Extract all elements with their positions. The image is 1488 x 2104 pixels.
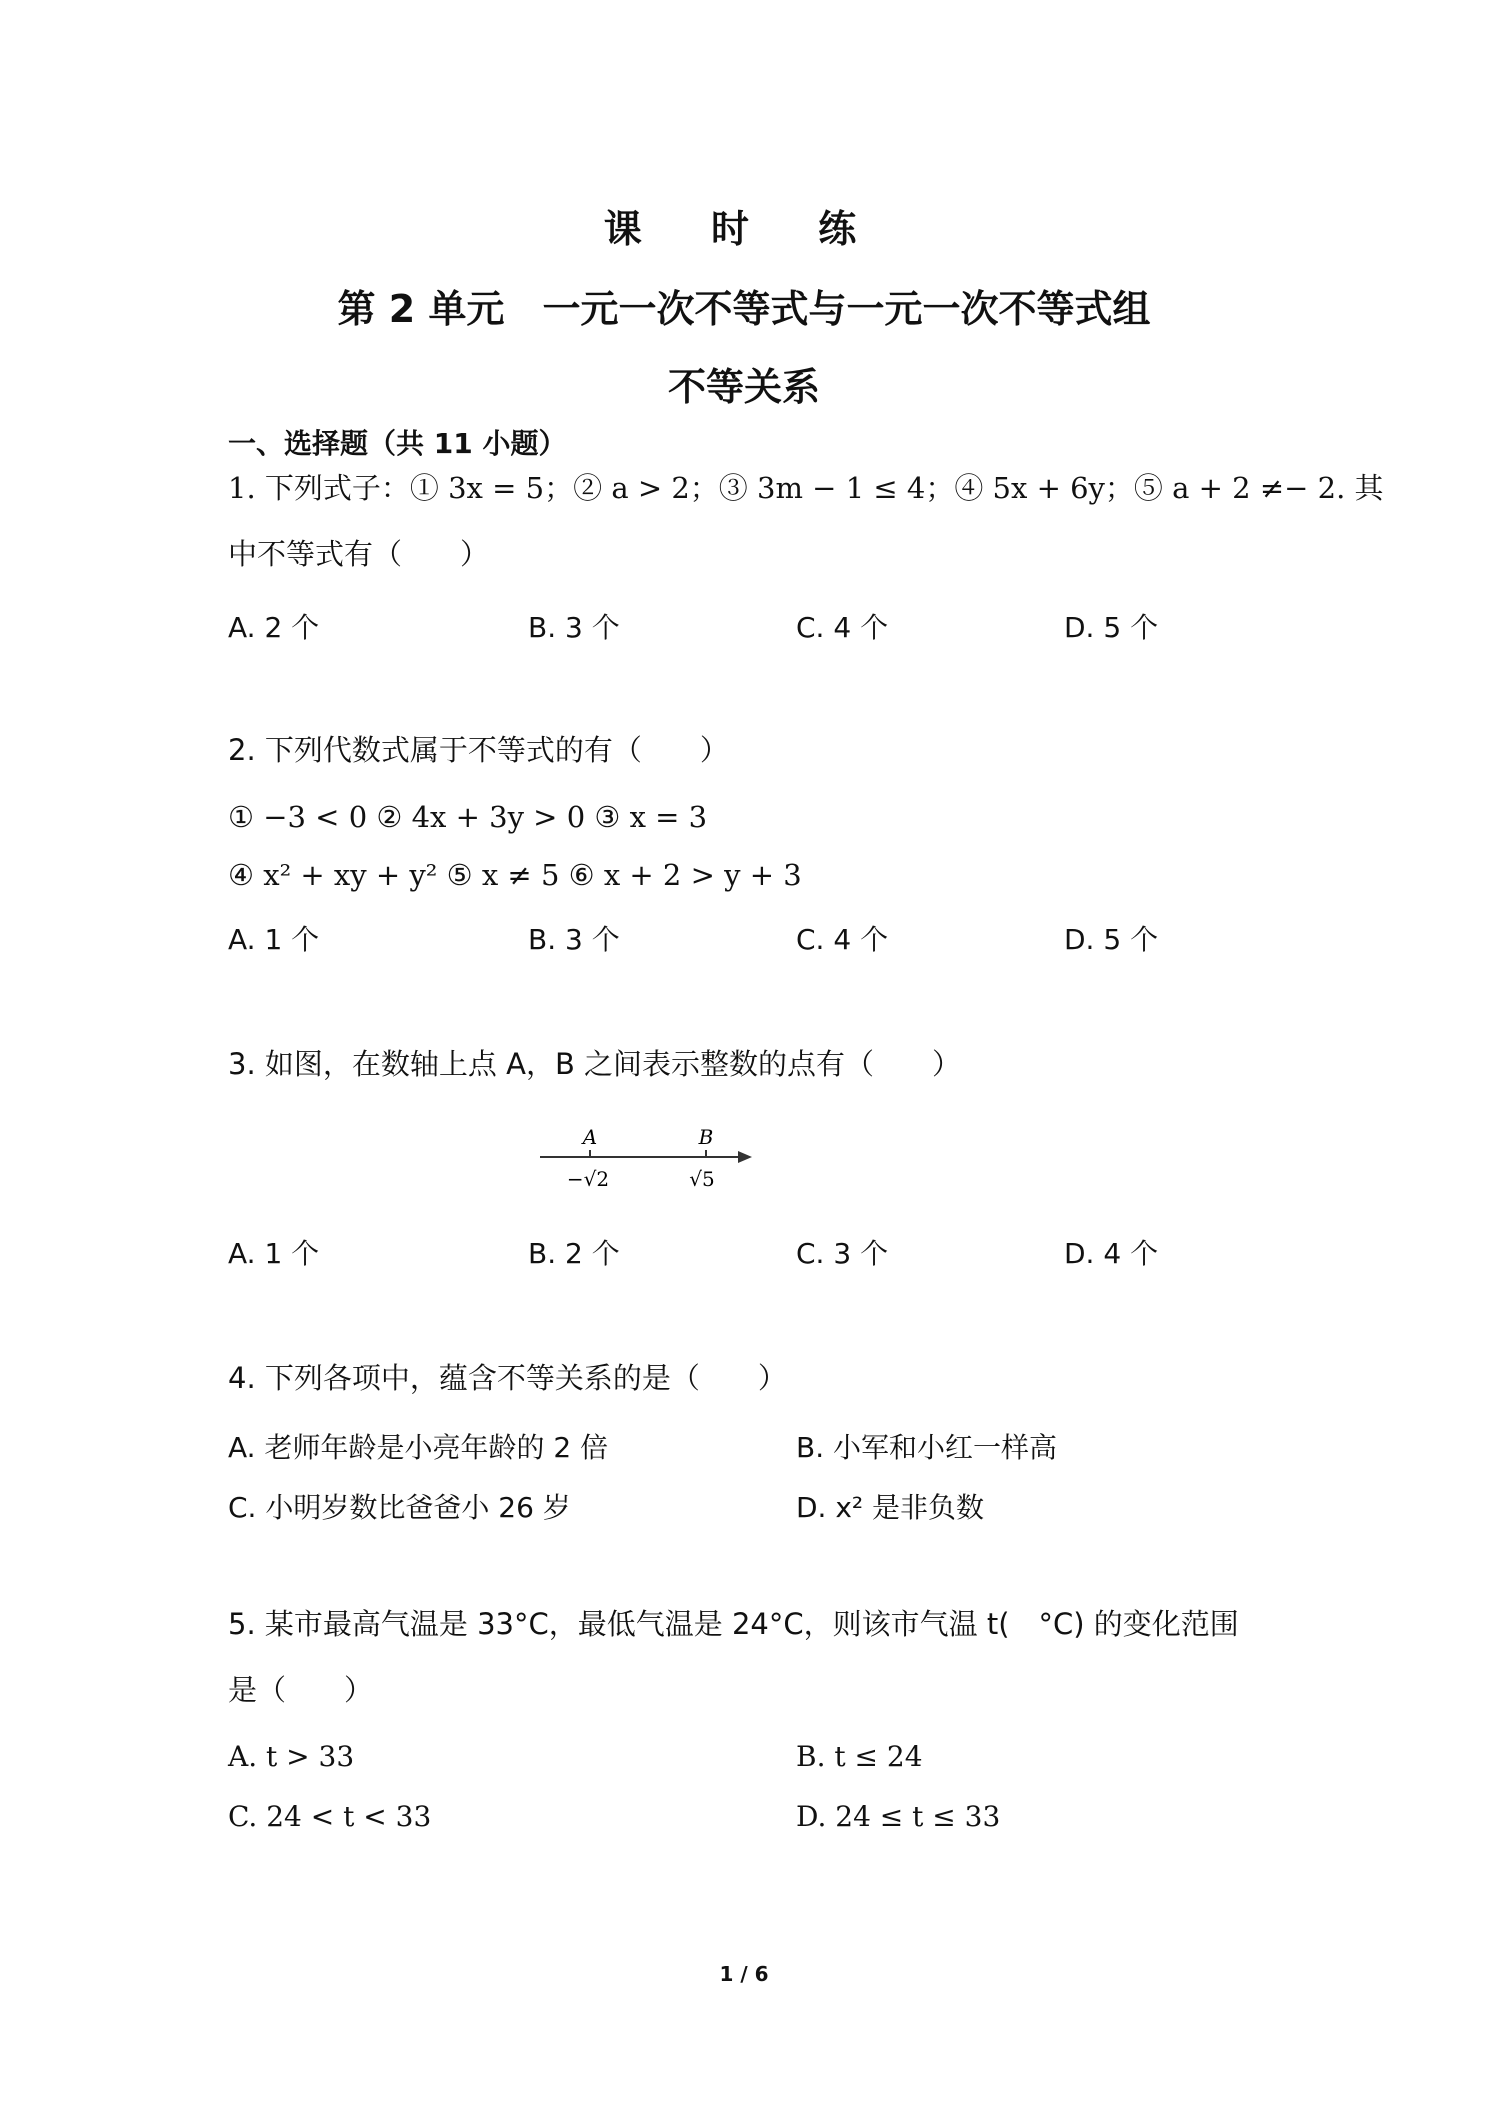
q2-expr-line2: ④ x² + xy + y² ⑤ x ≠ 5 ⑥ x + 2 > y + 3 xyxy=(228,858,802,892)
topic-title: 不等关系 xyxy=(667,365,820,409)
q2-expr-line1: ① −3 < 0 ② 4x + 3y > 0 ③ x = 3 xyxy=(228,800,708,834)
number-line-arrow xyxy=(738,1151,752,1163)
q3-option-a: A. 1 个 xyxy=(228,1237,320,1270)
q4-stem: 4. 下列各项中，蕴含不等关系的是（ ） xyxy=(228,1361,787,1395)
q3-stem: 3. 如图，在数轴上点 A，B 之间表示整数的点有（ ） xyxy=(228,1047,962,1081)
number-line-figure xyxy=(530,1120,770,1200)
q1-option-c: C. 4 个 xyxy=(796,611,889,644)
point-b-label: B xyxy=(698,1125,714,1149)
point-b-value: √5 xyxy=(689,1167,715,1191)
q2-stem: 2. 下列代数式属于不等式的有（ ） xyxy=(228,733,729,767)
q1-option-d: D. 5 个 xyxy=(1064,611,1159,644)
q1-stem-line2: 中不等式有（ ） xyxy=(228,537,490,571)
q4-option-c: C. 小明岁数比爸爸小 26 岁 xyxy=(228,1491,571,1524)
unit-title: 第 2 单元 一元一次不等式与一元一次不等式组 xyxy=(337,287,1151,331)
q5-stem-line2: 是（ ） xyxy=(228,1673,374,1707)
q4-option-a: A. 老师年龄是小亮年龄的 2 倍 xyxy=(228,1431,609,1464)
q5-option-c: C. 24 < t < 33 xyxy=(228,1800,432,1833)
q4-option-d: D. x² 是非负数 xyxy=(796,1491,985,1524)
q1-option-a: A. 2 个 xyxy=(228,611,320,644)
q3-option-c: C. 3 个 xyxy=(796,1237,889,1270)
q2-option-d: D. 5 个 xyxy=(1064,923,1159,956)
q3-option-d: D. 4 个 xyxy=(1064,1237,1159,1270)
point-a-label: A xyxy=(582,1125,598,1149)
q4-option-b: B. 小军和小红一样高 xyxy=(796,1431,1058,1464)
section-heading: 一、选择题（共 11 小题） xyxy=(228,427,567,460)
q5-option-d: D. 24 ≤ t ≤ 33 xyxy=(796,1800,1001,1833)
q5-stem-line1: 5. 某市最高气温是 33°C，最低气温是 24°C，则该市气温 t( °C) 的变化范围 xyxy=(228,1607,1239,1641)
q5-option-b: B. t ≤ 24 xyxy=(796,1740,923,1773)
q2-option-c: C. 4 个 xyxy=(796,923,889,956)
q5-option-a: A. t > 33 xyxy=(228,1740,355,1773)
page-title: 课 时 练 xyxy=(603,207,885,251)
q2-option-a: A. 1 个 xyxy=(228,923,320,956)
q3-option-b: B. 2 个 xyxy=(528,1237,620,1270)
q1-option-b: B. 3 个 xyxy=(528,611,620,644)
q1-stem-line1: 1. 下列式子：① 3x = 5；② a > 2；③ 3m − 1 ≤ 4；④ 5x + 6y；⑤ a + 2 ≠− 2. 其 xyxy=(228,471,1384,505)
page-number: 1 / 6 xyxy=(719,1962,769,1986)
point-a-value: −√2 xyxy=(566,1167,610,1191)
q2-option-b: B. 3 个 xyxy=(528,923,620,956)
